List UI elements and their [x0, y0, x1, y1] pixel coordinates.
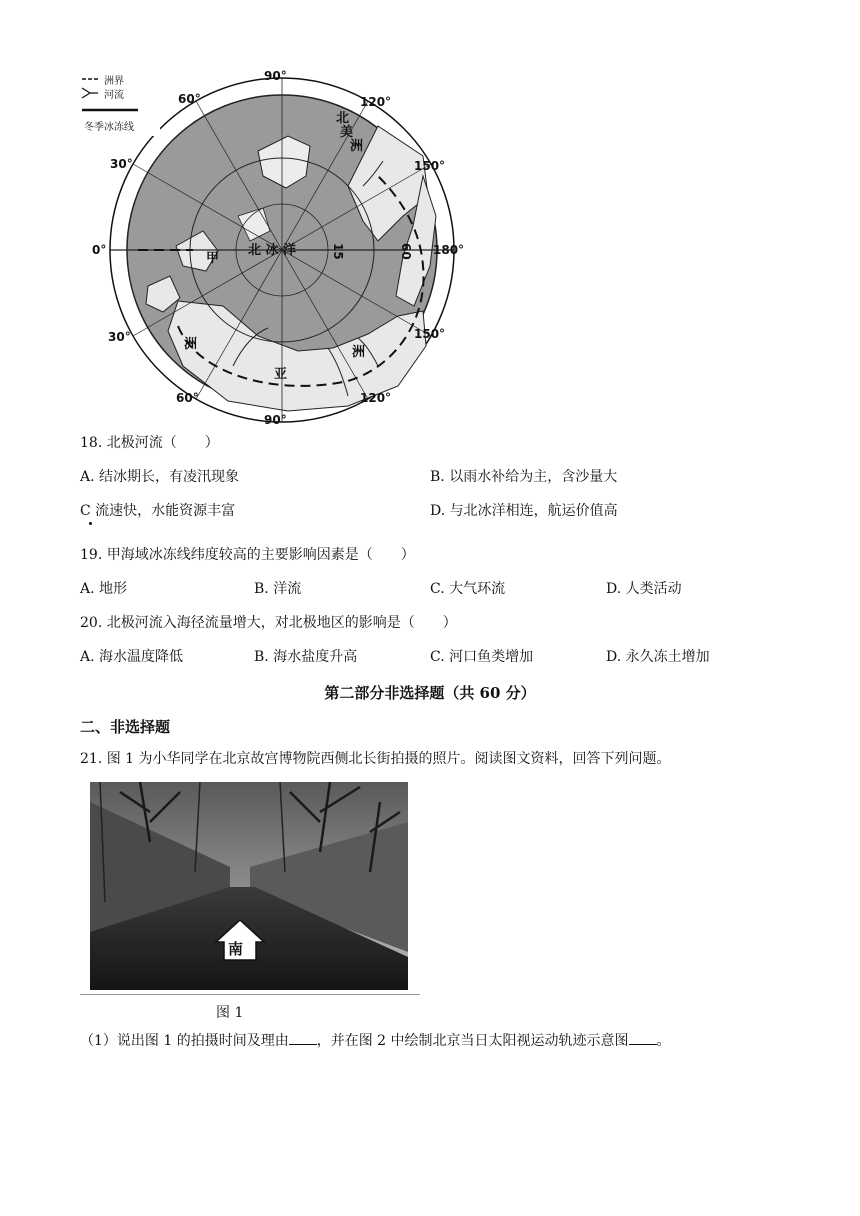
lon-label: 30°	[108, 330, 131, 344]
lon-label: 180°	[433, 243, 465, 257]
part2-title: 第二部分非选择题（共 60 分）	[324, 684, 536, 702]
europe-label: 洲	[184, 337, 198, 352]
lon-label: 60°	[176, 391, 199, 405]
boundary-line-icon	[80, 74, 100, 84]
answer-blank-2[interactable]	[629, 1032, 657, 1045]
map-legend	[80, 72, 160, 136]
asia-label: 亚	[274, 367, 288, 382]
legend-river-label: 河流	[104, 90, 124, 101]
q21-sub1-part-c: 。	[656, 1033, 671, 1049]
river-icon	[80, 86, 100, 100]
lon-label-bottom: 90°	[264, 413, 287, 427]
latitude-label: 60	[399, 243, 413, 260]
q19-option-d: D. 人类活动	[606, 581, 682, 597]
north-america-label: 洲	[350, 139, 364, 154]
sea-jia-label: 甲	[206, 251, 220, 266]
q19-option-a: A. 地形	[80, 581, 128, 597]
lon-label: 30°	[110, 157, 133, 171]
q20-option-b: B. 海水盐度升高	[254, 649, 358, 665]
figure-1-caption: 图 1	[216, 1005, 244, 1021]
lon-label: 150°	[414, 327, 446, 341]
q18-option-b: B. 以雨水补给为主，含沙量大	[430, 469, 618, 485]
q20-option-c: C. 河口鱼类增加	[430, 649, 534, 665]
answer-blank-1[interactable]	[289, 1032, 317, 1045]
street-photo	[80, 782, 420, 994]
asia-label: 洲	[352, 345, 366, 360]
lon-label: 0°	[92, 243, 107, 257]
q18-option-c: C 流速快，水能资源丰富	[80, 503, 236, 519]
q21-stem: 21. 图 1 为小华同学在北京故宫博物院西侧北长街拍摄的照片。阅读图文资料，回答下列问题。	[80, 751, 671, 767]
q20-stem: 20. 北极河流入海径流量增大，对北极地区的影响是（ ）	[80, 615, 457, 631]
north-america-label: 美	[340, 125, 354, 140]
freeze-line-icon	[80, 106, 140, 114]
dot-mark	[89, 522, 92, 525]
q18-option-a: A. 结冰期长，有凌汛现象	[80, 469, 240, 485]
section2-title: 二、非选择题	[80, 718, 171, 736]
lon-label: 60°	[178, 92, 201, 106]
q19-option-b: B. 洋流	[254, 581, 302, 597]
q21-sub1-part-b: ，并在图 2 中绘制北京当日太阳视运动轨迹示意图	[316, 1033, 629, 1049]
lon-label: 150°	[414, 159, 446, 173]
latitude-label: 15	[331, 243, 345, 260]
q19-option-c: C. 大气环流	[430, 581, 506, 597]
legend-boundary-label: 洲界	[104, 76, 124, 87]
lon-label-top: 90°	[264, 69, 287, 83]
south-arrow-label: 南	[228, 940, 244, 958]
figure-1-photo	[80, 782, 420, 995]
q19-stem: 19. 甲海域冰冻线纬度较高的主要影响因素是（ ）	[80, 547, 415, 563]
arctic-ocean-label: 北 冰 洋	[248, 243, 297, 258]
q18-stem: 18. 北极河流（ ）	[80, 435, 219, 451]
lon-label: 120°	[360, 391, 392, 405]
q20-option-d: D. 永久冻土增加	[606, 649, 710, 665]
q20-option-a: A. 海水温度降低	[80, 649, 184, 665]
q21-sub1-part-a: （1）说出图 1 的拍摄时间及理由	[80, 1033, 289, 1049]
lon-label: 120°	[360, 95, 392, 109]
legend-freeze-line-label: 冬季冰冻线	[84, 122, 134, 133]
north-america-label: 北	[336, 111, 350, 126]
q21-sub1	[80, 1032, 671, 1050]
q18-option-d: D. 与北冰洋相连，航运价值高	[430, 503, 618, 519]
